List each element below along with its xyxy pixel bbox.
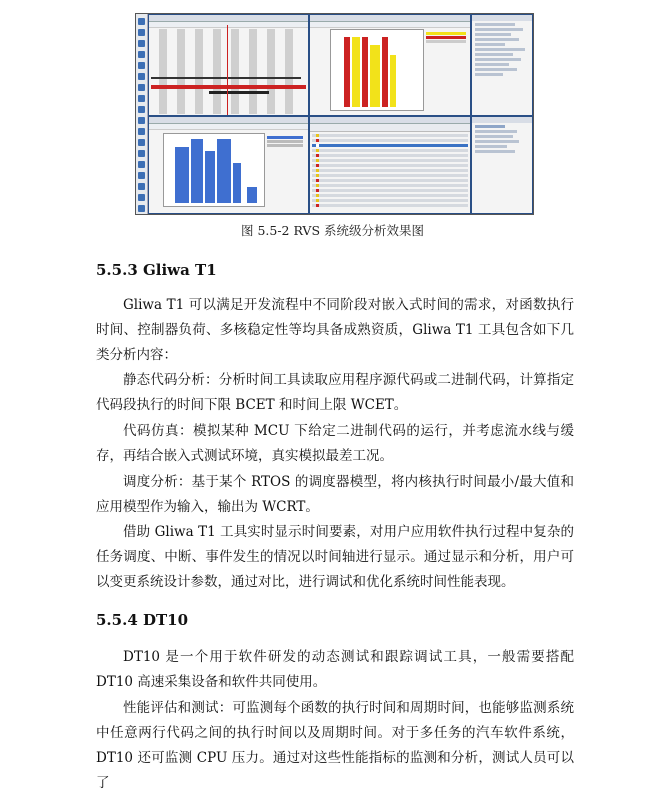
- execution-bar-chart-pane: [310, 15, 470, 115]
- paragraph: 性能评估和测试：可监测每个函数的执行时间和周期时间，也能够监测系统中任意两行代码之间的执行时间以及周期时间。对于多任务的汽车软件系统，DT10 还可监测 CPU 压力。通过对这些性能指标的监测和分析，测试人员可以了: [96, 700, 574, 791]
- tool-icon: [138, 172, 145, 179]
- paragraph: Gliwa T1 可以满足开发流程中不同阶段对嵌入式时间的需求，对函数执行时间、控制器负荷、多核稳定性等均具备成熟资质，Gliwa T1 工具包含如下几类分析内容：: [96, 297, 574, 363]
- figure-caption: 图 5.5-2 RVS 系统级分析效果图: [240, 223, 425, 238]
- paragraph: 调度分析：基于某个 RTOS 的调度器模型，将内核执行时间最小/最大值和应用模型作为输入，输出为 WCRT。: [96, 474, 574, 515]
- tool-icon: [138, 95, 145, 102]
- section-heading-dt10: 5.5.4 DT10: [96, 611, 189, 629]
- tool-icon: [138, 84, 145, 91]
- timeline-pane: [149, 15, 308, 115]
- tool-icon: [138, 73, 145, 80]
- tool-icon: [138, 40, 145, 47]
- cpu-load-chart-pane: [149, 117, 308, 213]
- filter-panel-pane: [472, 117, 532, 213]
- tool-icon: [138, 62, 145, 69]
- paragraph: 借助 Gliwa T1 工具实时显示时间要素，对用户应用软件执行过程中复杂的任务调度、中断、事件发生的情况以时间轴进行显示。通过显示和分析，用户可以变更系统设计参数，通过对比，进行调试和优化系统时间性能表现。: [96, 524, 574, 590]
- tool-sidebar: [136, 14, 148, 214]
- tool-icon: [138, 205, 145, 212]
- tool-icon: [138, 117, 145, 124]
- properties-tree-pane: [472, 15, 532, 115]
- tool-icon: [138, 150, 145, 157]
- event-trace-list-pane: [310, 117, 470, 213]
- tool-icon: [138, 51, 145, 58]
- tool-icon: [138, 18, 145, 25]
- section-heading-gliwa-t1: 5.5.3 Gliwa T1: [96, 261, 217, 279]
- tool-icon: [138, 29, 145, 36]
- tool-icon: [138, 194, 145, 201]
- paragraph: 代码仿真：模拟某种 MCU 下给定二进制代码的运行，并考虑流水线与缓存，再结合嵌入式测试环境，真实模拟最差工况。: [96, 423, 574, 464]
- tool-icon: [138, 139, 145, 146]
- paragraph: 静态代码分析：分析时间工具读取应用程序源代码或二进制代码，计算指定代码段执行的时间下限 BCET 和时间上限 WCET。: [96, 372, 574, 413]
- tool-icon: [138, 161, 145, 168]
- rvs-screenshot-figure: [135, 13, 534, 215]
- tool-icon: [138, 128, 145, 135]
- tool-icon: [138, 183, 145, 190]
- tool-icon: [138, 106, 145, 113]
- paragraph: DT10 是一个用于软件研发的动态测试和跟踪调试工具，一般需要搭配 DT10 高速采集设备和软件共同使用。: [96, 649, 574, 690]
